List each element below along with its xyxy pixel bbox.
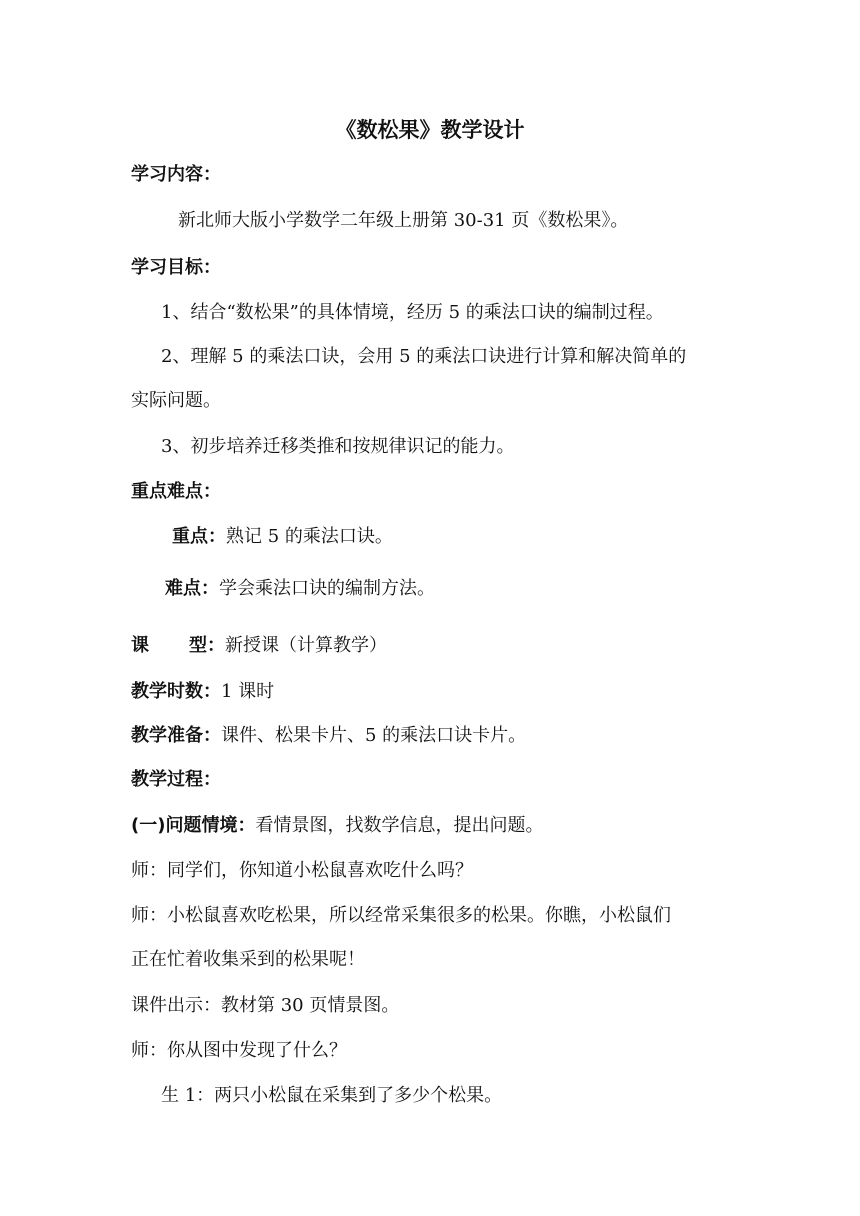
section-heading-content: 学习内容： [131, 164, 221, 185]
hard-point-label: 难点： [165, 578, 219, 599]
lesson-type-text: 新授课（计算教学） [225, 635, 387, 656]
section-heading-process: 教学过程： [131, 769, 221, 790]
hours-label: 教学时数： [131, 681, 221, 702]
key-point-text: 熟记 5 的乘法口诀。 [226, 526, 393, 547]
section-heading-key-points: 重点难点： [131, 481, 221, 502]
process-part-1-label: (一)问题情境： [131, 815, 256, 836]
key-point-row [172, 524, 393, 550]
content-text: 新北师大版小学数学二年级上册第 30-31 页《数松果》。 [178, 210, 629, 231]
prep-text: 课件、松果卡片、5 的乘法口诀卡片。 [221, 725, 527, 746]
section-heading-goals: 学习目标： [131, 257, 221, 278]
process-part-1-text: 看情景图，找数学信息，提出问题。 [255, 815, 544, 836]
hours-text: 1 课时 [221, 681, 275, 702]
process-paragraph-4: 师：你从图中发现了什么？ [131, 1040, 347, 1061]
goal-item-2-line-1: 2、理解 5 的乘法口诀，会用 5 的乘法口诀进行计算和解决简单的 [161, 346, 687, 367]
prep-label: 教学准备： [131, 725, 221, 746]
document-title: 《数松果》教学设计 [335, 118, 525, 142]
process-paragraph-2-line-1: 师：小松鼠喜欢吃松果，所以经常采集很多的松果。你瞧，小松鼠们 [131, 905, 671, 926]
hours-row [131, 679, 274, 705]
process-part-1-row [131, 813, 543, 839]
lesson-type-row [131, 633, 387, 659]
key-point-label: 重点： [172, 526, 226, 547]
lesson-type-label-b: 型： [189, 635, 225, 656]
hard-point-text: 学会乘法口诀的编制方法。 [219, 578, 435, 599]
lesson-type-label-a: 课 [131, 635, 149, 656]
hard-point-row [165, 576, 435, 602]
process-paragraph-2-line-2: 正在忙着收集采到的松果呢！ [131, 949, 365, 970]
process-paragraph-3: 课件出示：教材第 30 页情景图。 [131, 995, 400, 1016]
goal-item-1: 1、结合“数松果”的具体情境，经历 5 的乘法口诀的编制过程。 [161, 302, 664, 323]
goal-item-3: 3、初步培养迁移类推和按规律识记的能力。 [161, 436, 515, 457]
prep-row [131, 723, 526, 749]
process-paragraph-1: 师：同学们，你知道小松鼠喜欢吃什么吗？ [131, 860, 473, 881]
goal-item-2-line-2: 实际问题。 [131, 390, 221, 411]
process-paragraph-5: 生 1：两只小松鼠在采集到了多少个松果。 [161, 1085, 503, 1106]
